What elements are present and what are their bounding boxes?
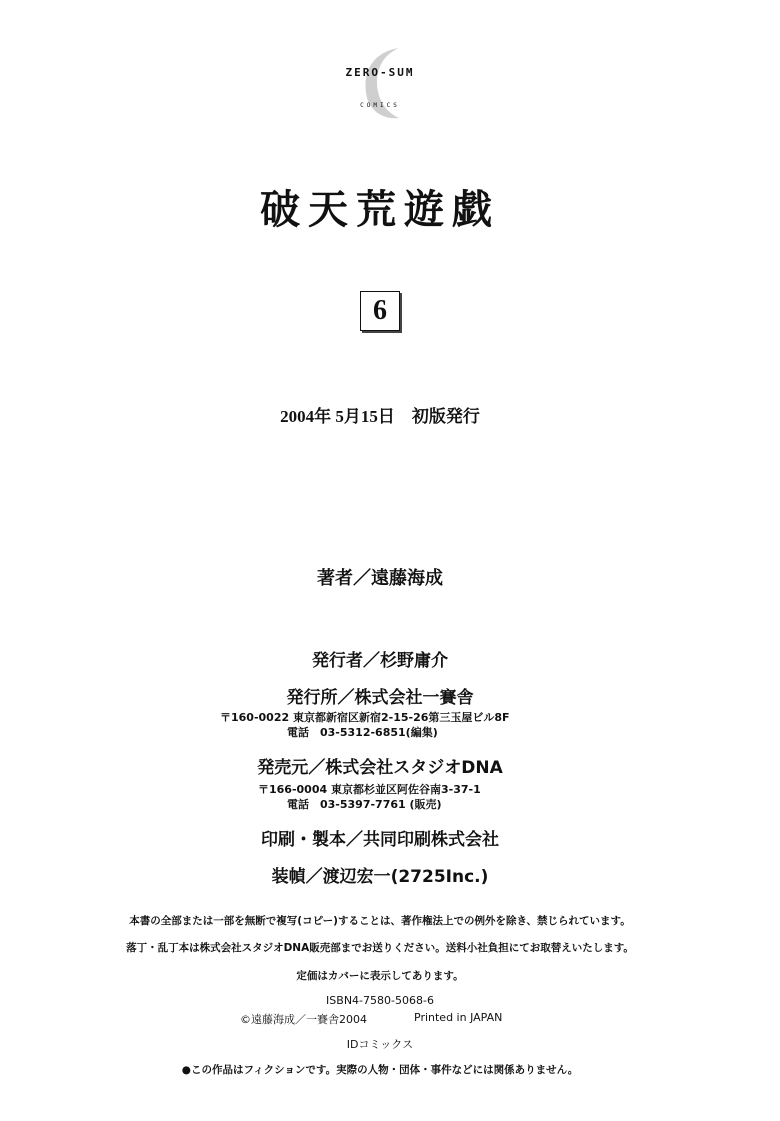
logo-wordmark: ZERO-SUM (345, 66, 415, 79)
publisher-company: 発行所／株式会社一賽舎 (286, 688, 474, 708)
crescent-logo-icon (355, 42, 405, 122)
designer-credit: 装幀／渡辺宏一(2725Inc.) (271, 867, 489, 887)
copy-notice: 本書の全部または一部を無断で複写(コピー)することは、著作権法上での例外を除き、禁じられています。 (129, 915, 631, 927)
publication-date: 2004年 5月15日 初版発行 (280, 407, 480, 426)
publisher-logo (330, 42, 430, 122)
book-title: 破天荒遊戯 (260, 186, 500, 233)
replacement-notice: 落丁・乱丁本は株式会社スタジオDNA販売部までお送りください。送料小社負担にてお取替えいたします。 (126, 942, 634, 954)
distributor-phone: 電話 03-5397-7761 (販売) (287, 798, 442, 811)
publisher-address: 〒160-0022 東京都新宿区新宿2-15-26第三玉屋ビル8F (220, 711, 510, 724)
fiction-note: ●この作品はフィクションです。実際の人物・団体・事件などには関係ありません。 (181, 1064, 579, 1076)
price-note: 定価はカバーに表示してあります。 (296, 970, 464, 982)
imprint: IDコミックス (346, 1038, 414, 1051)
isbn: ISBN4-7580-5068-6 (326, 994, 434, 1007)
distributor-address: 〒166-0004 東京都杉並区阿佐谷南3-37-1 (258, 783, 481, 796)
copyright: ©遠藤海成／一賽舎2004 (240, 1013, 367, 1026)
logo-subtext: COMICS (360, 102, 400, 109)
printer-credit: 印刷・製本／共同印刷株式会社 (261, 830, 499, 850)
volume-number: 6 (360, 291, 400, 331)
printed-in: Printed in JAPAN (414, 1011, 503, 1024)
distributor-company: 発売元／株式会社スタジオDNA (257, 758, 503, 778)
publisher-phone: 電話 03-5312-6851(編集) (287, 726, 438, 739)
publisher-person: 発行者／杉野庸介 (312, 651, 448, 671)
author-credit: 著者／遠藤海成 (317, 568, 443, 589)
